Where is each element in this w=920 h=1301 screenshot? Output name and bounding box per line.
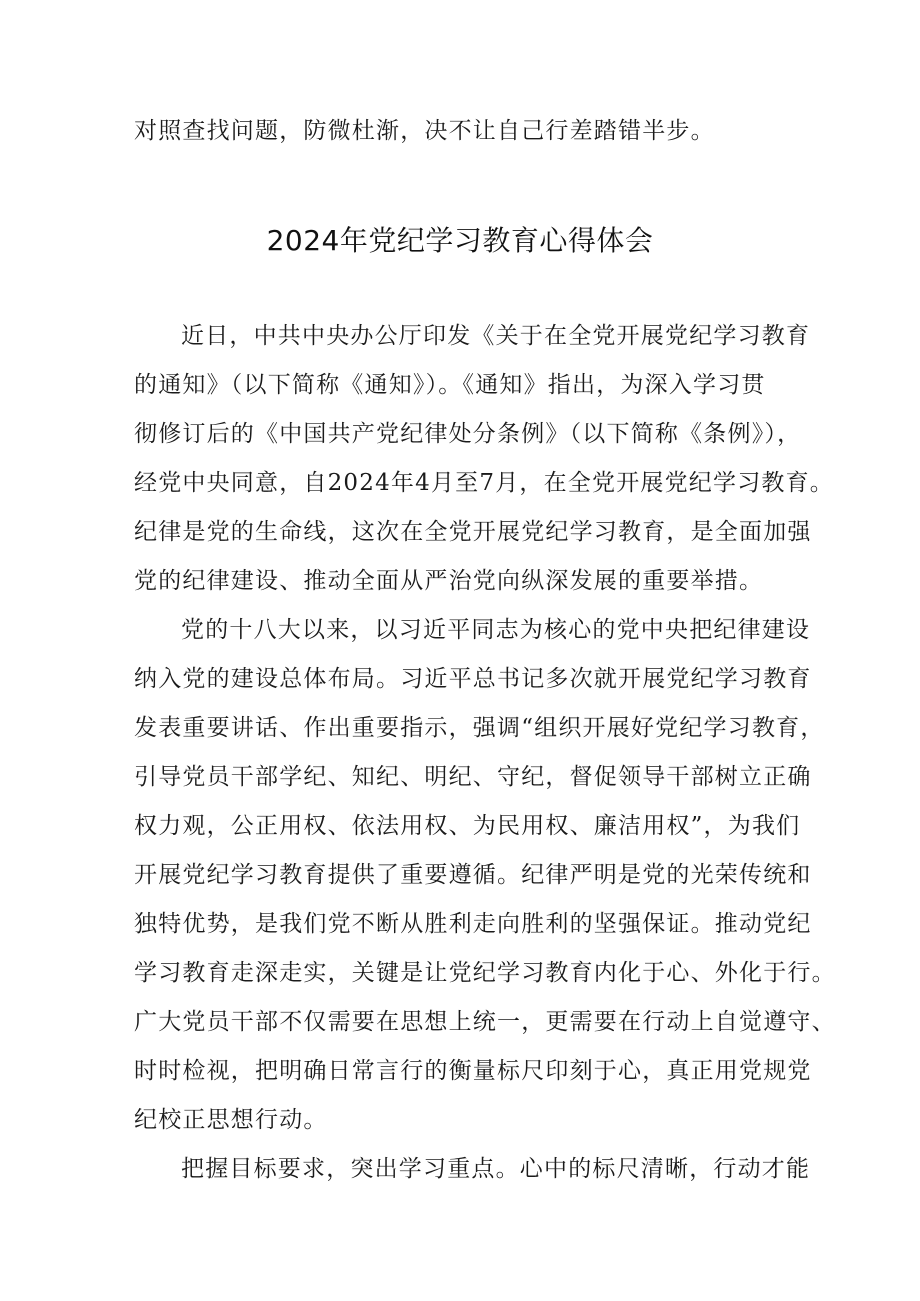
paragraph-line: 学习教育走深走实，关键是让党纪学习教育内化于心、外化于行。 [134,960,836,986]
paragraph-line: 独特优势，是我们党不断从胜利走向胜利的坚强保证。推动党纪 [134,911,812,937]
paragraph-line: 近日，中共中央办公厅印发《关于在全党开展党纪学习教育 [181,323,811,349]
paragraph-line: 彻修订后的《中国共产党纪律处分条例》（以下简称《条例》）， [134,421,802,447]
intro-line: 对照查找问题，防微杜渐，决不让自己行差踏错半步。 [134,118,715,144]
paragraph-line: 党的十八大以来，以习近平同志为核心的党中央把纪律建设 [181,617,811,643]
page-title: 2024年党纪学习教育心得体会 [266,224,654,257]
paragraph-line: 把握目标要求，突出学习重点。心中的标尺清晰，行动才能 [181,1156,811,1182]
paragraph-line: 纪校正思想行动。 [134,1107,328,1133]
paragraph-line: 权力观，公正用权、依法用权、为民用权、廉洁用权”，为我们 [134,813,801,839]
paragraph-line: 广大党员干部不仅需要在思想上统一，更需要在行动上自觉遵守、 [134,1009,836,1035]
paragraph-line: 发表重要讲话、作出重要指示，强调“组织开展好党纪学习教育， [134,715,825,741]
paragraph-line: 引导党员干部学纪、知纪、明纪、守纪，督促领导干部树立正确 [134,764,812,790]
paragraph-line: 党的纪律建设、推动全面从严治党向纵深发展的重要举措。 [134,568,764,594]
paragraph-line: 经党中央同意，自2024年4月至7月，在全党开展党纪学习教育。 [134,470,834,496]
paragraph-line: 时时检视，把明确日常言行的衡量标尺印刻于心，真正用党规党 [134,1058,812,1084]
paragraph-line: 开展党纪学习教育提供了重要遵循。纪律严明是党的光荣传统和 [134,862,812,888]
paragraph-line: 纪律是党的生命线，这次在全党开展党纪学习教育，是全面加强 [134,519,812,545]
paragraph-line: 的通知》（以下简称《通知》）。《通知》指出，为深入学习贯 [134,372,766,398]
paragraph-line: 纳入党的建设总体布局。习近平总书记多次就开展党纪学习教育 [134,666,812,692]
